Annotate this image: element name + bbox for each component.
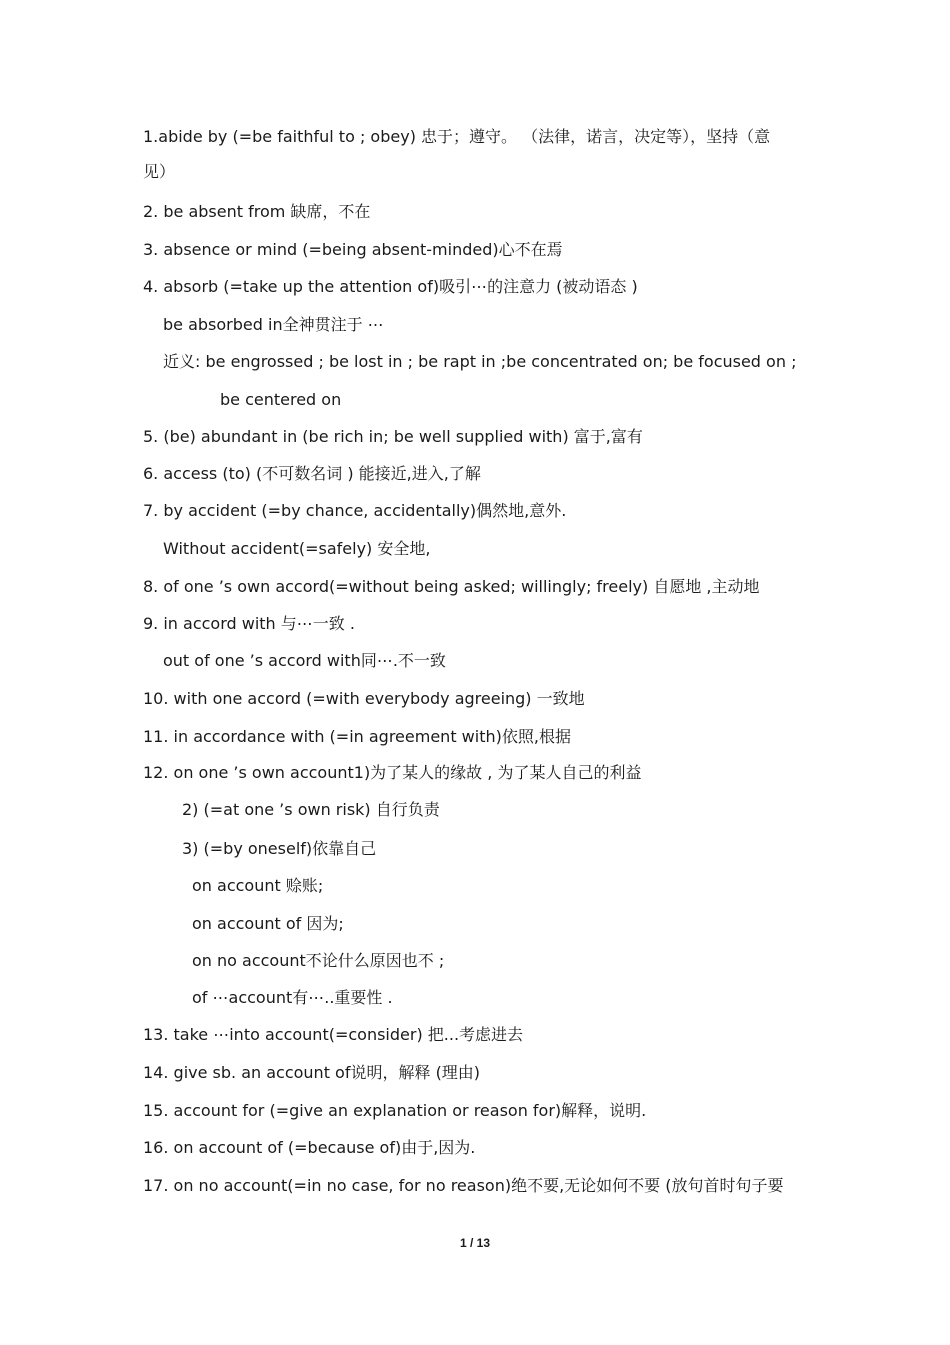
- entry-12-sub-3: 3) (=by oneself)依靠自己: [182, 839, 377, 858]
- page-indicator: 1 / 13: [459, 1236, 491, 1250]
- entry-9: 9. in accord with 与⋯一致 .: [143, 614, 355, 633]
- entry-13: 13. take ⋯into account(=consider) 把...考虑进去: [143, 1025, 524, 1044]
- entry-12-sub-5: on account of 因为;: [192, 914, 344, 933]
- entry-2: 2. be absent from 缺席，不在: [143, 202, 371, 221]
- entry-16: 16. on account of (=because of)由于,因为.: [143, 1138, 476, 1157]
- entry-14: 14. give sb. an account of说明，解释 (理由): [143, 1063, 481, 1082]
- entry-7-sub-1: Without accident(=safely) 安全地,: [163, 539, 431, 558]
- entry-11: 11. in accordance with (=in agreement with)依照,根据: [143, 727, 571, 746]
- entry-12-sub-7: of ⋯account有⋯..重要性 .: [192, 988, 393, 1007]
- entry-3: 3. absence or mind (=being absent-minded)心不在焉: [143, 240, 563, 259]
- entry-12-sub-6: on no account不论什么原因也不 ;: [192, 951, 445, 970]
- entry-9-sub-1: out of one ’s accord with同⋯.不一致: [163, 651, 446, 670]
- entry-12-sub-2: 2) (=at one ’s own risk) 自行负责: [182, 800, 440, 819]
- entry-6: 6. access (to) (不可数名词 ) 能接近,进入,了解: [143, 464, 481, 483]
- entry-4-sub-1: be absorbed in全神贯注于 ⋯: [163, 315, 384, 334]
- entry-4-synonyms: 近义: be engrossed ; be lost in ; be rapt in ;be concentrated on; be focused on ;: [163, 352, 797, 371]
- entry-17: 17. on no account(=in no case, for no reason)绝不要,无论如何不要 (放句首时句子要: [143, 1176, 784, 1195]
- entry-1-line-2: 见）: [143, 162, 176, 181]
- entry-12: 12. on one ’s own account1)为了某人的缘故 , 为了某人自己的利益: [143, 763, 642, 782]
- entry-10: 10. with one accord (=with everybody agreeing) 一致地: [143, 689, 585, 708]
- entry-15: 15. account for (=give an explanation or reason for)解释，说明.: [143, 1101, 647, 1120]
- entry-1-line-1: 1.abide by (=be faithful to ; obey) 忠于；遵守。 （法律，诺言，决定等），坚持（意: [143, 127, 771, 146]
- entry-4: 4. absorb (=take up the attention of)吸引⋯的注意力 (被动语态 ): [143, 277, 638, 296]
- entry-4-synonyms-cont: be centered on: [220, 390, 342, 409]
- entry-7: 7. by accident (=by chance, accidentally)偶然地,意外.: [143, 501, 567, 520]
- entry-5: 5. (be) abundant in (be rich in; be well supplied with) 富于,富有: [143, 427, 643, 446]
- entry-8: 8. of one ’s own accord(=without being asked; willingly; freely) 自愿地 ,主动地: [143, 577, 760, 596]
- entry-12-sub-4: on account 赊账;: [192, 876, 324, 895]
